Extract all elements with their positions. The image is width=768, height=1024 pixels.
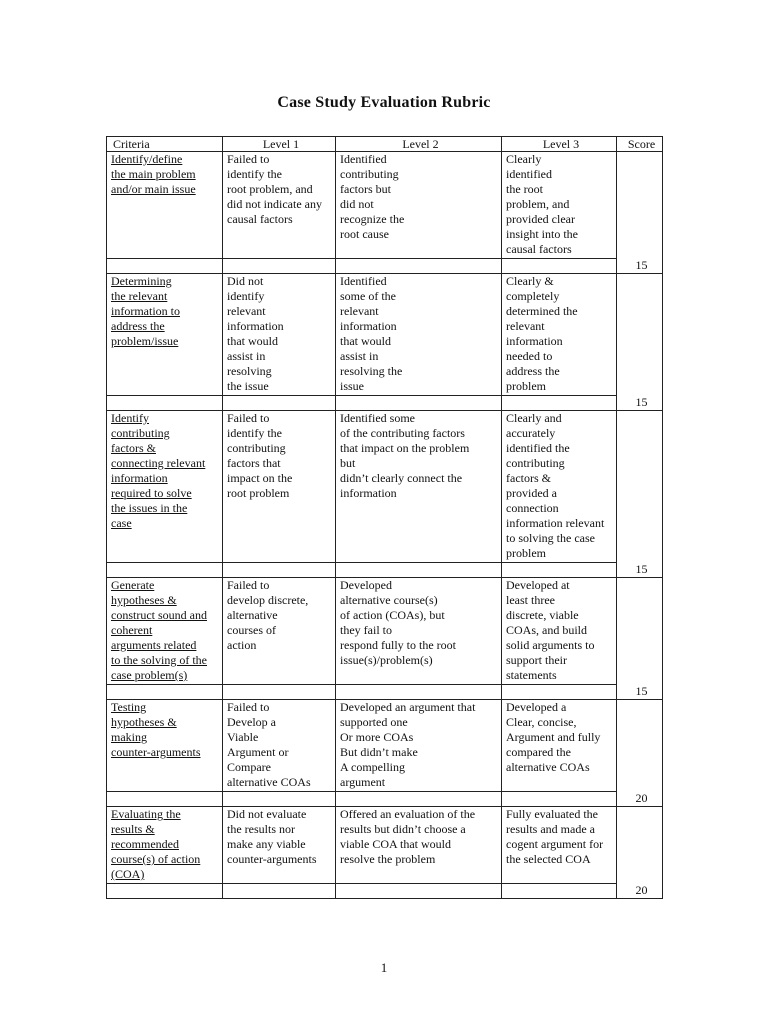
level-3-cell: Clearly identified the root problem, and provided clear insight into the causal factors	[502, 152, 617, 259]
level-1-cell: Failed to Develop a Viable Argument or Compare alternative COAs	[223, 700, 336, 792]
level-1-cell: Failed to identify the contributing factors that impact on the root problem	[223, 411, 336, 563]
score-spacer-row	[107, 562, 663, 577]
score-spacer-row	[107, 395, 663, 410]
header-level-3: Level 3	[502, 137, 617, 152]
score-value: 15	[635, 562, 648, 576]
level-2-cell: Identified some of the contributing factors that impact on the problem but didn’t clearly connect the information	[336, 411, 502, 563]
rubric-table	[106, 136, 663, 899]
score-value: 15	[635, 684, 648, 698]
level-2-cell: Identified some of the relevant information that would assist in resolving the issue	[336, 274, 502, 396]
criteria-cell: Identify contributing factors & connecting relevant information required to solve the issues in the case	[107, 411, 223, 563]
level-3-cell: Developed a Clear, concise, Argument and fully compared the alternative COAs	[502, 700, 617, 792]
header-row	[107, 137, 663, 152]
criteria-cell: Evaluating the results & recommended course(s) of action (COA)	[107, 807, 223, 884]
level-3-cell: Fully evaluated the results and made a cogent argument for the selected COA	[502, 807, 617, 884]
criteria-cell: Generate hypotheses & construct sound and coherent arguments related to the solving of the case problem(s)	[107, 578, 223, 685]
score-value: 20	[635, 883, 648, 897]
header-level-2: Level 2	[336, 137, 502, 152]
level-1-cell: Failed to identify the root problem, and did not indicate any causal factors	[223, 152, 336, 259]
level-1-cell: Failed to develop discrete, alternative courses of action	[223, 578, 336, 685]
level-2-cell: Developed an argument that supported one Or more COAs But didn’t make A compelling argument	[336, 700, 502, 792]
score-value: 15	[635, 258, 648, 272]
header-level-1: Level 1	[223, 137, 336, 152]
score-spacer-row	[107, 258, 663, 273]
level-1-cell: Did not evaluate the results nor make any viable counter-arguments	[223, 807, 336, 884]
criteria-cell: Determining the relevant information to address the problem/issue	[107, 274, 223, 396]
score-spacer-row	[107, 791, 663, 806]
level-3-cell: Developed at least three discrete, viable COAs, and build solid arguments to support their statements	[502, 578, 617, 685]
table-row	[107, 700, 663, 792]
score-cell	[617, 700, 663, 807]
table-row	[107, 274, 663, 396]
score-cell	[617, 274, 663, 411]
table-row	[107, 411, 663, 563]
table-row	[107, 578, 663, 685]
level-3-cell: Clearly & completely determined the relevant information needed to address the problem	[502, 274, 617, 396]
document-title: Case Study Evaluation Rubric	[277, 94, 491, 111]
level-3-cell: Clearly and accurately identified the contributing factors & provided a connection information relevant to solving the case problem	[502, 411, 617, 563]
score-cell	[617, 411, 663, 578]
level-2-cell: Developed alternative course(s) of action (COAs), but they fail to respond fully to the root issue(s)/problem(s)	[336, 578, 502, 685]
criteria-cell: Identify/define the main problem and/or main issue	[107, 152, 223, 259]
level-2-cell: Offered an evaluation of the results but didn’t choose a viable COA that would resolve the problem	[336, 807, 502, 884]
table-row	[107, 152, 663, 259]
score-cell	[617, 152, 663, 274]
header-criteria: Criteria	[107, 137, 223, 152]
level-2-cell: Identified contributing factors but did not recognize the root cause	[336, 152, 502, 259]
level-1-cell: Did not identify relevant information that would assist in resolving the issue	[223, 274, 336, 396]
header-score: Score	[617, 137, 663, 152]
score-value: 20	[635, 791, 648, 805]
score-value: 15	[635, 395, 648, 409]
criteria-cell: Testing hypotheses & making counter-arguments	[107, 700, 223, 792]
score-cell	[617, 807, 663, 899]
score-spacer-row	[107, 883, 663, 898]
table-row	[107, 807, 663, 884]
score-spacer-row	[107, 684, 663, 699]
page-number: 1	[380, 960, 388, 975]
score-cell	[617, 578, 663, 700]
